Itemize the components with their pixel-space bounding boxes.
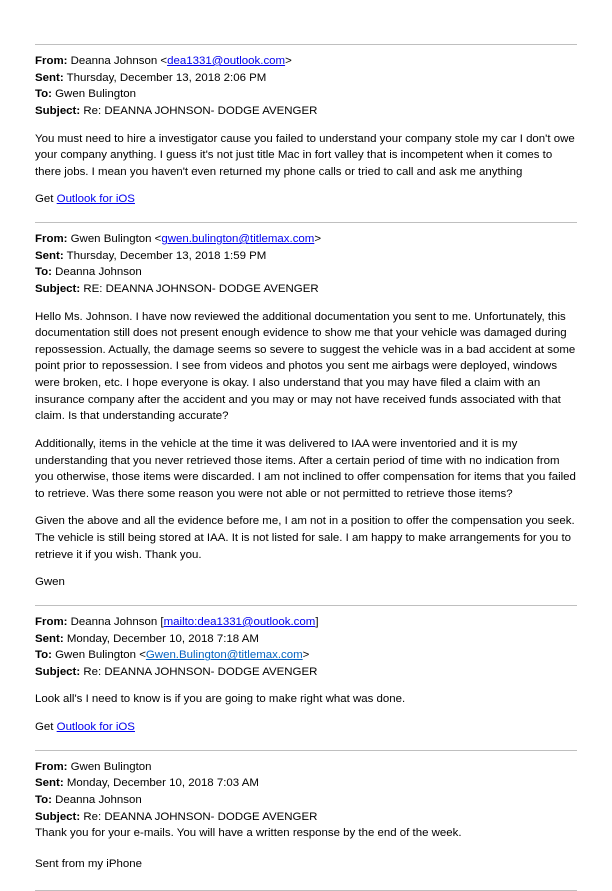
- header-subject-label: Subject:: [35, 282, 81, 295]
- outlook-for-ios-link[interactable]: Outlook for iOS: [56, 193, 135, 206]
- header-subject: [35, 809, 577, 826]
- divider-wrap-1: [35, 208, 577, 223]
- header-sent-label: Sent:: [35, 777, 64, 790]
- header-to-label: To:: [35, 266, 52, 279]
- header-from-value: Gwen Bulington: [67, 760, 152, 773]
- message-divider-1: [35, 222, 577, 223]
- message-body-paragraph: Given the above and all the evidence before me, I am not in a position to offer the compensation you seek. The vehicle is still being stored at IAA. It is not listed for sale. I am happy to make arrangements for you to retrieve it if you wish. Thank you.: [35, 515, 575, 561]
- header-subject-value: Re: DEANNA JOHNSON- DODGE AVENGER: [80, 104, 318, 117]
- sent-from-device-note: Sent from my iPhone: [35, 857, 142, 870]
- header-subject-label: Subject:: [35, 810, 81, 823]
- top-divider: [35, 44, 577, 45]
- header-to: [35, 86, 577, 103]
- email-message-2: [35, 231, 577, 591]
- header-from-label: From:: [35, 615, 68, 628]
- message-divider-2: [35, 605, 577, 606]
- header-sent-label: Sent:: [35, 249, 64, 262]
- mailto-link-sender[interactable]: mailto:dea1331@outlook.com: [163, 615, 316, 628]
- header-subject: [35, 664, 577, 681]
- header-from-after: >: [314, 233, 322, 245]
- header-sent: [35, 631, 577, 648]
- divider-wrap-2: [35, 591, 577, 606]
- header-subject-value: Re: DEANNA JOHNSON- DODGE AVENGER: [80, 810, 318, 823]
- header-subject: [35, 103, 577, 120]
- get-prefix: Get: [35, 193, 57, 206]
- header-subject-label: Subject:: [35, 104, 81, 117]
- header-from: [35, 231, 577, 248]
- email-link-recipient[interactable]: Gwen.Bulington@titlemax.com: [145, 649, 303, 662]
- message-body-paragraph: Thank you for your e-mails. You will have a written response by the end of the week.: [35, 827, 462, 840]
- header-sent: [35, 248, 577, 265]
- message-body-paragraph: Hello Ms. Johnson. I have now reviewed the additional documentation you sent to me. Unfortunately, this documentation still does not present enough evidence to show me that your vehicle was damaged during repossession. Actually, the damage seems so severe to suggest the vehicle was in a bad accident at some point prior to repossession. I see from videos and photos you sent me airbags were deployed, windows were broken, etc. I hope everyone is okay. I also understand that you may have filed a claim with an insurance company after the accident and you may or may not have received funds associated with that claim. Is that understanding accurate?: [35, 310, 576, 423]
- header-to: [35, 264, 577, 281]
- header-to-label: To:: [35, 88, 52, 101]
- header-from-label: From:: [35, 233, 68, 245]
- header-from-value: Gwen Bulington <: [67, 233, 162, 245]
- header-sent-label: Sent:: [35, 632, 64, 645]
- get-prefix: Get: [35, 721, 57, 733]
- header-subject: [35, 281, 577, 298]
- message-signature: Gwen: [35, 576, 65, 589]
- email-message-1: [35, 53, 577, 208]
- outlook-for-ios-link[interactable]: Outlook for iOS: [56, 721, 135, 733]
- message-body-paragraph: Additionally, items in the vehicle at the time it was delivered to IAA were inventoried and it is my understanding that you never retrieved those items. After a certain period of time with no indication from you otherwise, those items were discarded. I am not inclined to offer compensation for items that you failed to retrieve. Was there some reason you were not able or not permitted to retrieve those items?: [35, 437, 576, 500]
- header-sent: [35, 775, 577, 792]
- email-link-sender[interactable]: dea1331@outlook.com: [167, 55, 286, 67]
- header-subject-label: Subject:: [35, 665, 81, 678]
- header-sent-label: Sent:: [35, 71, 64, 84]
- header-subject-value: RE: DEANNA JOHNSON- DODGE AVENGER: [80, 282, 319, 295]
- header-sent-value: Thursday, December 13, 2018 1:59 PM: [63, 249, 267, 262]
- header-to-value: Gwen Bulington: [51, 88, 137, 101]
- header-from: [35, 759, 577, 776]
- header-from-value: Deanna Johnson [: [67, 615, 164, 628]
- email-link-sender[interactable]: gwen.bulington@titlemax.com: [161, 233, 315, 245]
- header-from: [35, 53, 577, 70]
- header-sent-value: Thursday, December 13, 2018 2:06 PM: [63, 71, 267, 84]
- get-app-line: [35, 719, 577, 736]
- header-sent-value: Monday, December 10, 2018 7:18 AM: [63, 632, 259, 645]
- header-from-value: Deanna Johnson <: [67, 55, 168, 67]
- header-to-value: Deanna Johnson: [51, 266, 142, 279]
- email-message-3: [35, 614, 577, 736]
- message-divider-3: [35, 750, 577, 751]
- header-to-label: To:: [35, 793, 52, 806]
- header-to: [35, 792, 577, 809]
- header-to-value: Deanna Johnson: [51, 793, 142, 806]
- divider-wrap-3: [35, 736, 577, 751]
- header-to-after: >: [302, 649, 310, 662]
- message-body-paragraph: You must need to hire a investigator cause you failed to understand your company stole my car I don't owe your company anything. I guess it's not just title Mac in fort valley that is incompetent when it comes to there jobs. I mean you haven't even returned my phone calls or tried to call and ask me anything: [35, 132, 575, 178]
- header-to: [35, 647, 577, 664]
- header-from: [35, 614, 577, 631]
- get-app-line: [35, 191, 577, 208]
- header-from-after: >: [285, 55, 292, 67]
- header-to-label: To:: [35, 649, 52, 662]
- header-sent: [35, 70, 577, 87]
- header-sent-value: Monday, December 10, 2018 7:03 AM: [63, 777, 259, 790]
- header-from-after: ]: [315, 615, 319, 628]
- header-to-value: Gwen Bulington <: [51, 649, 146, 662]
- header-from-label: From:: [35, 55, 68, 67]
- header-subject-value: Re: DEANNA JOHNSON- DODGE AVENGER: [80, 665, 318, 678]
- header-from-label: From:: [35, 760, 68, 773]
- email-message-4: [35, 759, 577, 873]
- message-body-paragraph: Look all's I need to know is if you are going to make right what was done.: [35, 693, 406, 706]
